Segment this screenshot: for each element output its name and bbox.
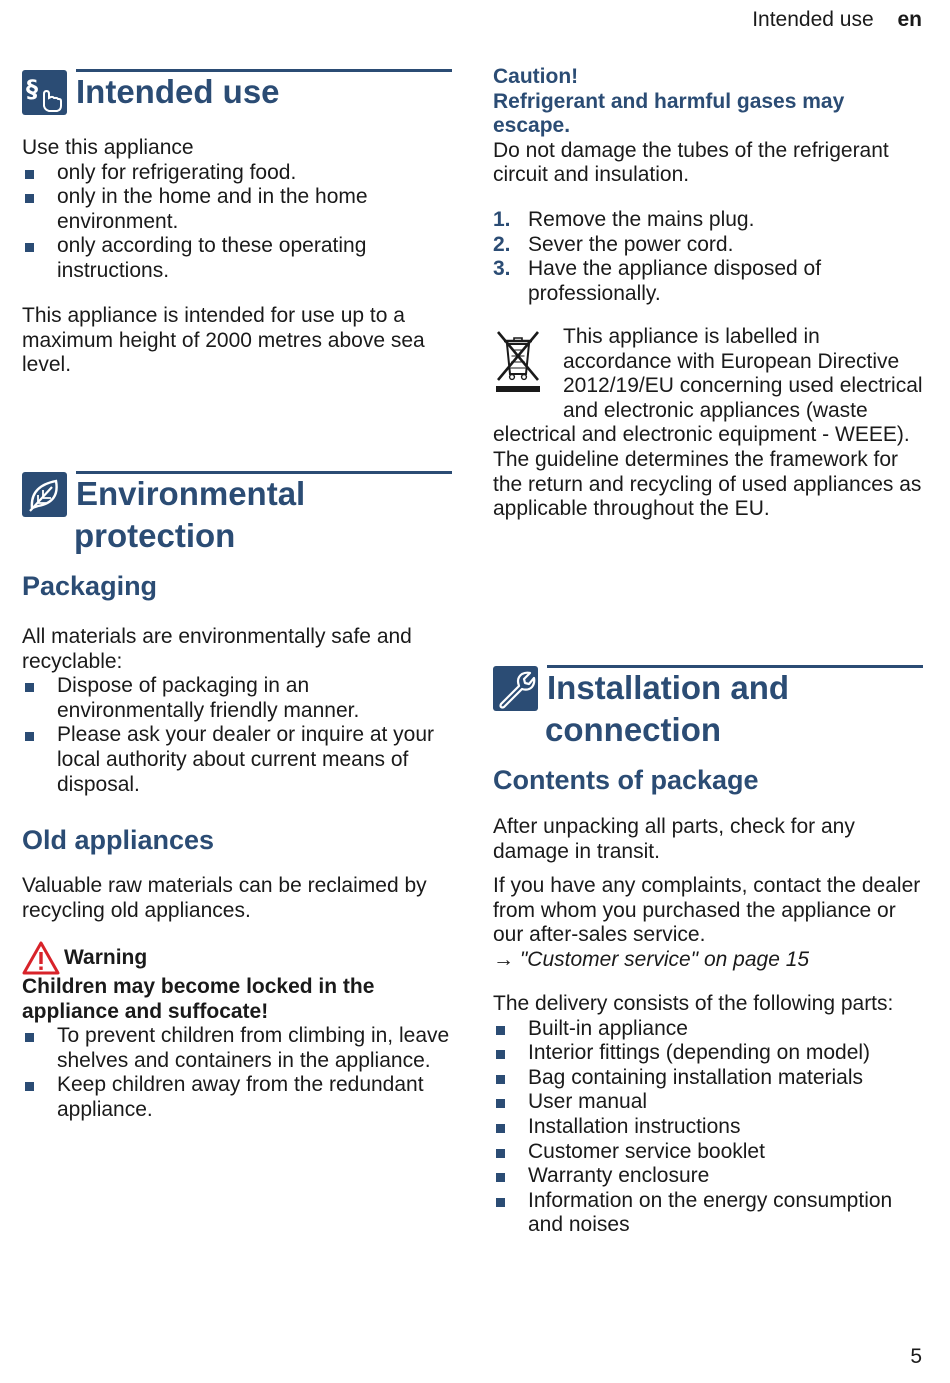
intended-use-title: Intended use bbox=[76, 73, 280, 110]
environmental-title-line2: protection bbox=[74, 517, 236, 554]
header-title: Intended use bbox=[752, 8, 874, 31]
environmental-title-line1: Environmental bbox=[76, 475, 306, 512]
step-item bbox=[493, 208, 923, 233]
step-item bbox=[493, 257, 923, 306]
environmental-title bbox=[76, 473, 305, 557]
caution-title: Refrigerant and harmful gases may escape. bbox=[493, 89, 845, 138]
list-item: Installation instructions bbox=[493, 1115, 923, 1140]
delivery-block bbox=[493, 992, 923, 1238]
weee-text bbox=[493, 325, 923, 522]
list-item: Information on the energy consumption and noises bbox=[493, 1189, 923, 1238]
step-text: Sever the power cord. bbox=[528, 232, 734, 256]
disposal-steps bbox=[493, 208, 923, 306]
step-item bbox=[493, 233, 923, 258]
list-item: only according to these operating instructions. bbox=[22, 234, 452, 283]
warning-header bbox=[22, 941, 452, 975]
caution-block bbox=[493, 65, 923, 188]
header-language: en bbox=[897, 8, 922, 31]
running-header bbox=[752, 8, 922, 32]
packaging-body bbox=[22, 625, 452, 797]
warning-list bbox=[22, 1024, 452, 1122]
intended-use-body bbox=[22, 136, 452, 284]
list-item: Customer service booklet bbox=[493, 1140, 923, 1165]
delivery-intro: The delivery consists of the following parts: bbox=[493, 992, 894, 1015]
contents-p1: After unpacking all parts, check for any damage in transit. bbox=[493, 815, 855, 863]
paragraph-hand-icon bbox=[22, 70, 67, 115]
warning-triangle-icon bbox=[22, 941, 60, 975]
svg-text:§: § bbox=[26, 75, 38, 103]
contents-heading: Contents of package bbox=[493, 765, 759, 795]
list-item: To prevent children from climbing in, leave shelves and containers in the appliance. bbox=[22, 1024, 452, 1073]
step-text: Remove the mains plug. bbox=[528, 208, 755, 231]
warning-block bbox=[22, 941, 452, 1123]
list-item: Interior fittings (depending on model) bbox=[493, 1041, 923, 1066]
warning-title: Children may become locked in the appliance and suffocate! bbox=[22, 975, 375, 1023]
page-reference bbox=[493, 948, 923, 973]
list-item: Please ask your dealer or inquire at your local authority about current means of disposal. bbox=[22, 723, 452, 797]
intended-use-intro: Use this appliance bbox=[22, 136, 194, 159]
packaging-intro: All materials are environmentally safe and recyclable: bbox=[22, 625, 412, 673]
caution-label: Caution! bbox=[493, 65, 579, 88]
list-item: Keep children away from the redundant appliance. bbox=[22, 1073, 452, 1122]
installation-title-line1: Installation and bbox=[547, 669, 790, 706]
packaging-heading: Packaging bbox=[22, 571, 158, 601]
old-appliances-intro: Valuable raw materials can be reclaimed by recycling old appliances. bbox=[22, 874, 427, 922]
old-appliances-heading: Old appliances bbox=[22, 825, 215, 855]
list-item: only in the home and in the home environment. bbox=[22, 185, 452, 234]
weee-paragraph: This appliance is labelled in accordance with European Directive 2012/19/EU concerning used electrical and electronic appliances (waste electrical and electronic equipment - WEEE). The guideline determines the framework for the return and recycling of used appliances as applicable throughout the EU. bbox=[493, 325, 923, 521]
list-item: only for refrigerating food. bbox=[22, 161, 452, 186]
page-number: 5 bbox=[910, 1345, 922, 1368]
installation-title bbox=[547, 667, 789, 751]
step-text: Have the appliance disposed of professionally. bbox=[528, 257, 822, 305]
intended-use-list bbox=[22, 161, 452, 284]
weee-icon-spacer bbox=[493, 325, 563, 423]
step-number: 1. bbox=[493, 208, 511, 231]
steps-list bbox=[493, 208, 923, 306]
list-item: User manual bbox=[493, 1090, 923, 1115]
reference-link[interactable]: "Customer service" on page 15 bbox=[519, 947, 810, 971]
list-item: Warranty enclosure bbox=[493, 1164, 923, 1189]
list-item: Built-in appliance bbox=[493, 1017, 923, 1042]
wrench-icon bbox=[493, 666, 538, 711]
leaf-icon bbox=[22, 472, 67, 517]
caution-text: Do not damage the tubes of the refrigerant circuit and insulation. bbox=[493, 138, 889, 187]
list-item: Bag containing installation materials bbox=[493, 1066, 923, 1091]
altitude-note: This appliance is intended for use up to a maximum height of 2000 metres above sea level. bbox=[22, 304, 425, 377]
list-item: Dispose of packaging in an environmentally friendly manner. bbox=[22, 674, 452, 723]
reference-arrow-icon: → bbox=[493, 947, 514, 971]
step-number: 2. bbox=[493, 232, 511, 256]
step-number: 3. bbox=[493, 257, 511, 281]
warning-label: Warning bbox=[64, 945, 148, 969]
installation-title-line2: connection bbox=[545, 711, 722, 748]
packaging-list bbox=[22, 674, 452, 797]
delivery-list bbox=[493, 1017, 923, 1238]
contents-p2: If you have any complaints, contact the dealer from whom you purchased the appliance or our after-sales service. bbox=[493, 874, 921, 947]
contents-p2-block bbox=[493, 874, 923, 972]
